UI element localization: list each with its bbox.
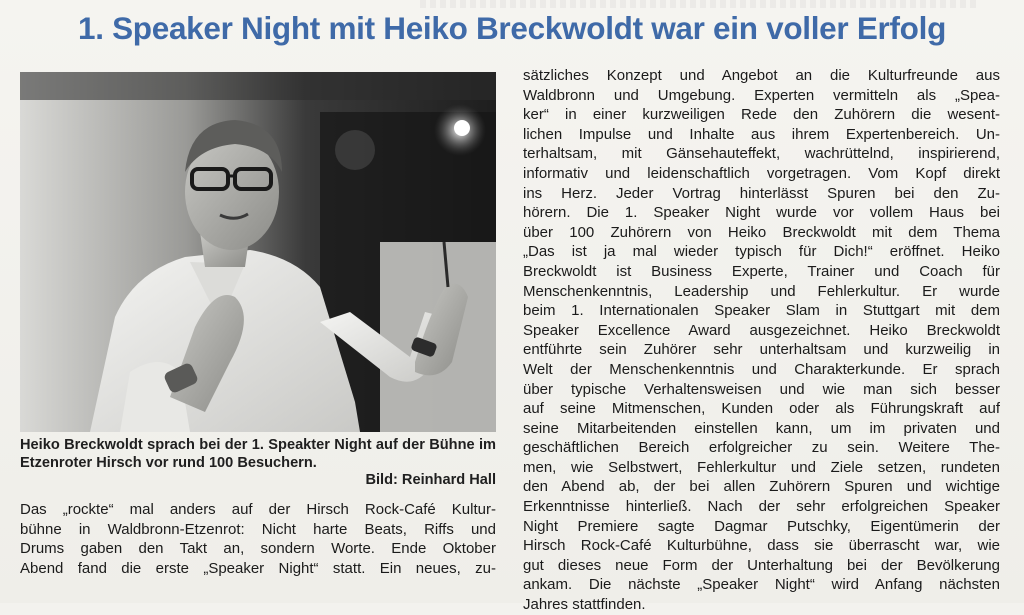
text-line: über typische Verhaltensweisen und wie man sich besser	[523, 380, 1000, 398]
text-line: ankam. Die nächste „Speaker Night“ wird Anfang nächsten	[523, 576, 1000, 594]
caption-text: Heiko Breckwoldt sprach bei der 1. Speakter Night auf der Bühne im Etzenroter Hirsch vor rund 100 Besuchern.	[20, 437, 496, 471]
text-line: Breckwoldt ist Business Experte, Trainer und Coach für	[523, 262, 1000, 280]
text-line: informativ und leidenschaftlich vorgetragen. Vom Kopf direkt	[523, 164, 1000, 182]
photo-of-speaker-icon	[20, 72, 496, 432]
text-line: Erkenntnisse hinterließ. Nach der sehr erfolgreichen Speaker	[523, 498, 1000, 516]
text-line: men, wie Selbstwert, Fehlerkultur und Ziele setzen, rundeten	[523, 458, 1000, 476]
text-line: sätzliches Konzept und Angebot an die Kulturfreunde aus	[523, 67, 1000, 84]
text-line: Welt der Menschenkenntnis und Charakterkunde. Er sprach	[523, 360, 1000, 378]
text-line: über 100 Zuhörern von Heiko Breckwoldt mit dem Thema	[523, 223, 1000, 241]
text-line: Night Premiere sagte Dagmar Putschky, Eigentümerin der	[523, 517, 1000, 535]
text-line: „Das ist ja mal wieder typisch für Dich!“ eröffnet. Heiko	[523, 243, 1000, 261]
text-line: ins Herz. Jeder Vortrag hinterlässt Spuren bei den Zu-	[523, 184, 1000, 202]
text-line: Waldbronn und Umgebung. Experten vermitteln als „Spea-	[523, 86, 1000, 104]
text-line: geschäftlichen Bereich erfolgreicher zu sein. Weitere The-	[523, 439, 1000, 457]
text-line: gut dieses neue Form der Unterhaltung bei der Bevölkerung	[523, 556, 1000, 574]
text-line: Jahres stattfinden.	[523, 596, 646, 614]
text-line: hörern. Die 1. Speaker Night wurde vor vollem Haus bei	[523, 204, 1000, 222]
text-line: bühne in Waldbronn-Etzenrot: Nicht harte Beats, Riffs und	[20, 520, 496, 538]
text-line: Menschenkenntnis, Leadership und Fehlerkultur. Er wurde	[523, 282, 1000, 300]
text-line: Speaker Excellence Award ausgezeichnet. Heiko Breckwoldt	[523, 321, 1000, 339]
text-line: entführte sein Zuhörer sehr unterhaltsam und kurzweilig in	[523, 341, 1000, 359]
text-line: Abend fand die erste „Speaker Night“ statt. Ein neues, zu-	[20, 559, 496, 577]
bleed-through-text	[420, 0, 980, 8]
article-headline: 1. Speaker Night mit Heiko Breckwoldt war ein voller Erfolg	[77, 10, 947, 46]
text-line: Das „rockte“ mal anders auf der Hirsch Rock-Café Kultur-	[20, 501, 496, 518]
article-column-right	[523, 66, 1000, 615]
text-line: auf seine Mitmenschen, Kunden oder als Führungskraft auf	[523, 400, 1000, 418]
photo-caption	[20, 437, 496, 490]
text-line: Hirsch Rock-Café Kulturbühne, dass sie überrascht war, wie	[523, 537, 1000, 555]
speaker-photo	[20, 72, 496, 432]
text-line: Drums gaben den Takt an, sondern Worte. Ende Oktober	[20, 540, 496, 558]
text-line: seine Mitarbeitenden einstellen kann, um im privaten und	[523, 419, 1000, 437]
text-line: beim 1. Internationalen Speaker Slam in Stuttgart mit dem	[523, 302, 1000, 320]
text-line: lichen Impulse und Inhalte aus ihrem Expertenbereich. Un-	[523, 125, 1000, 143]
photo-credit: Bild: Reinhard Hall	[365, 472, 496, 488]
text-line: den Abend ab, der bei allen Zuhörern Spuren und wichtige	[523, 478, 1000, 496]
text-line: terhaltsam, mit Gänsehauteffekt, wachrüttelnd, inspirierend,	[523, 145, 1000, 163]
article-column-left	[20, 500, 496, 578]
text-line: ker“ in einer kurzweiligen Rede den Zuhörern die wesent-	[523, 106, 1000, 124]
